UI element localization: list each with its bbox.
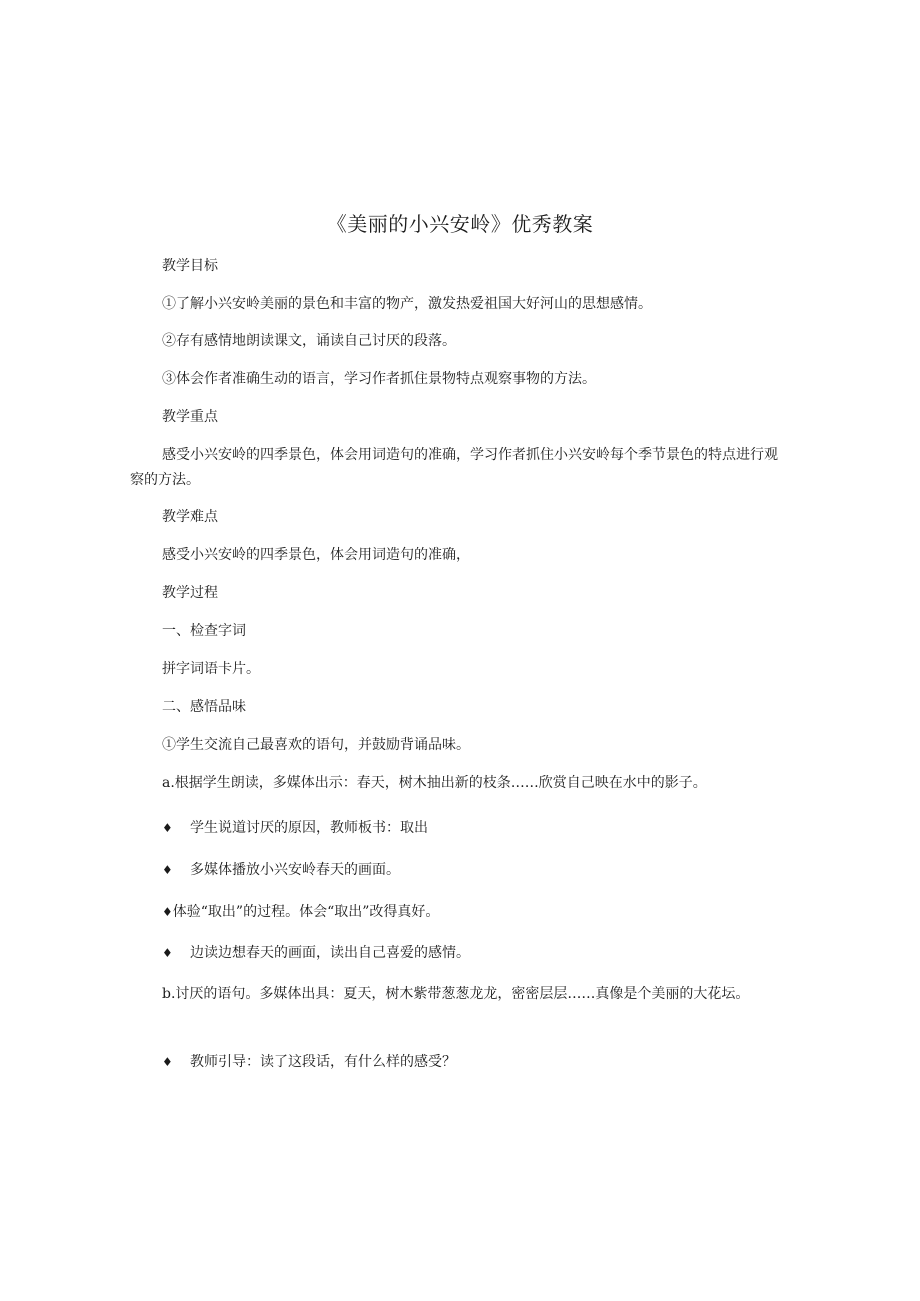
goal-3: ③体会作者准确生动的语言，学习作者抓住景物特点观察事物的方法。 xyxy=(162,371,596,387)
diamond-bullet-icon: ♦ xyxy=(162,1055,173,1069)
bullet-item xyxy=(162,941,470,966)
process-heading: 教学过程 xyxy=(162,585,218,601)
bullet-item xyxy=(162,900,439,925)
diamond-bullet-icon: ♦ xyxy=(162,905,173,919)
document-title: 《美丽的小兴安岭》优秀教案 xyxy=(326,212,594,236)
diamond-bullet-icon: ♦ xyxy=(162,946,173,960)
difficulty-text: 感受小兴安岭的四季景色，体会用词造句的准确， xyxy=(162,547,470,563)
diamond-bullet-icon: ♦ xyxy=(162,821,173,835)
focus-text: 感受小兴安岭的四季景色，体会用词造句的准确，学习作者抓住小兴安岭每个季节景色的特点进行观察的方法。 xyxy=(130,447,778,488)
diamond-bullet-icon: ♦ xyxy=(162,863,173,877)
bullet-text: 多媒体播放小兴安岭春天的画面。 xyxy=(190,862,400,878)
bullet-item xyxy=(162,1050,456,1075)
step-2-heading: 二、感悟品味 xyxy=(162,699,246,715)
bullet-item xyxy=(162,816,428,841)
step-2-item-a: a.根据学生朗读，多媒体出示：春天，树木抽出新的枝条……欣赏自己映在水中的影子。 xyxy=(162,775,707,791)
focus-heading: 教学重点 xyxy=(162,409,218,425)
difficulty-heading: 教学难点 xyxy=(162,509,218,525)
goal-1: ①了解小兴安岭美丽的景色和丰富的物产，激发热爱祖国大好河山的思想感情。 xyxy=(162,296,652,312)
step-1-text: 拼字词语卡片。 xyxy=(162,661,260,677)
bullet-text: 边读边想春天的画面，读出自己喜爱的感情。 xyxy=(190,945,470,961)
bullet-text: 教师引导：读了这段话，有什么样的感受？ xyxy=(190,1054,456,1070)
goal-2: ②存有感情地朗读课文，诵读自己讨厌的段落。 xyxy=(162,333,456,349)
bullet-text: 体验“取出”的过程。体会“取出”改得真好。 xyxy=(172,904,440,920)
goals-heading: 教学目标 xyxy=(162,258,218,274)
step-2-item-1: ①学生交流自己最喜欢的语句，并鼓励背诵品味。 xyxy=(162,737,470,753)
step-1-heading: 一、检查字词 xyxy=(162,623,246,639)
step-2-item-b: b.讨厌的语句。多媒体出具：夏天，树木紫带葱葱龙龙，密密层层……真像是个美丽的大花坛。 xyxy=(162,986,750,1002)
bullet-text: 学生说道讨厌的原因，教师板书：取出 xyxy=(190,820,428,836)
bullet-item xyxy=(162,858,400,883)
